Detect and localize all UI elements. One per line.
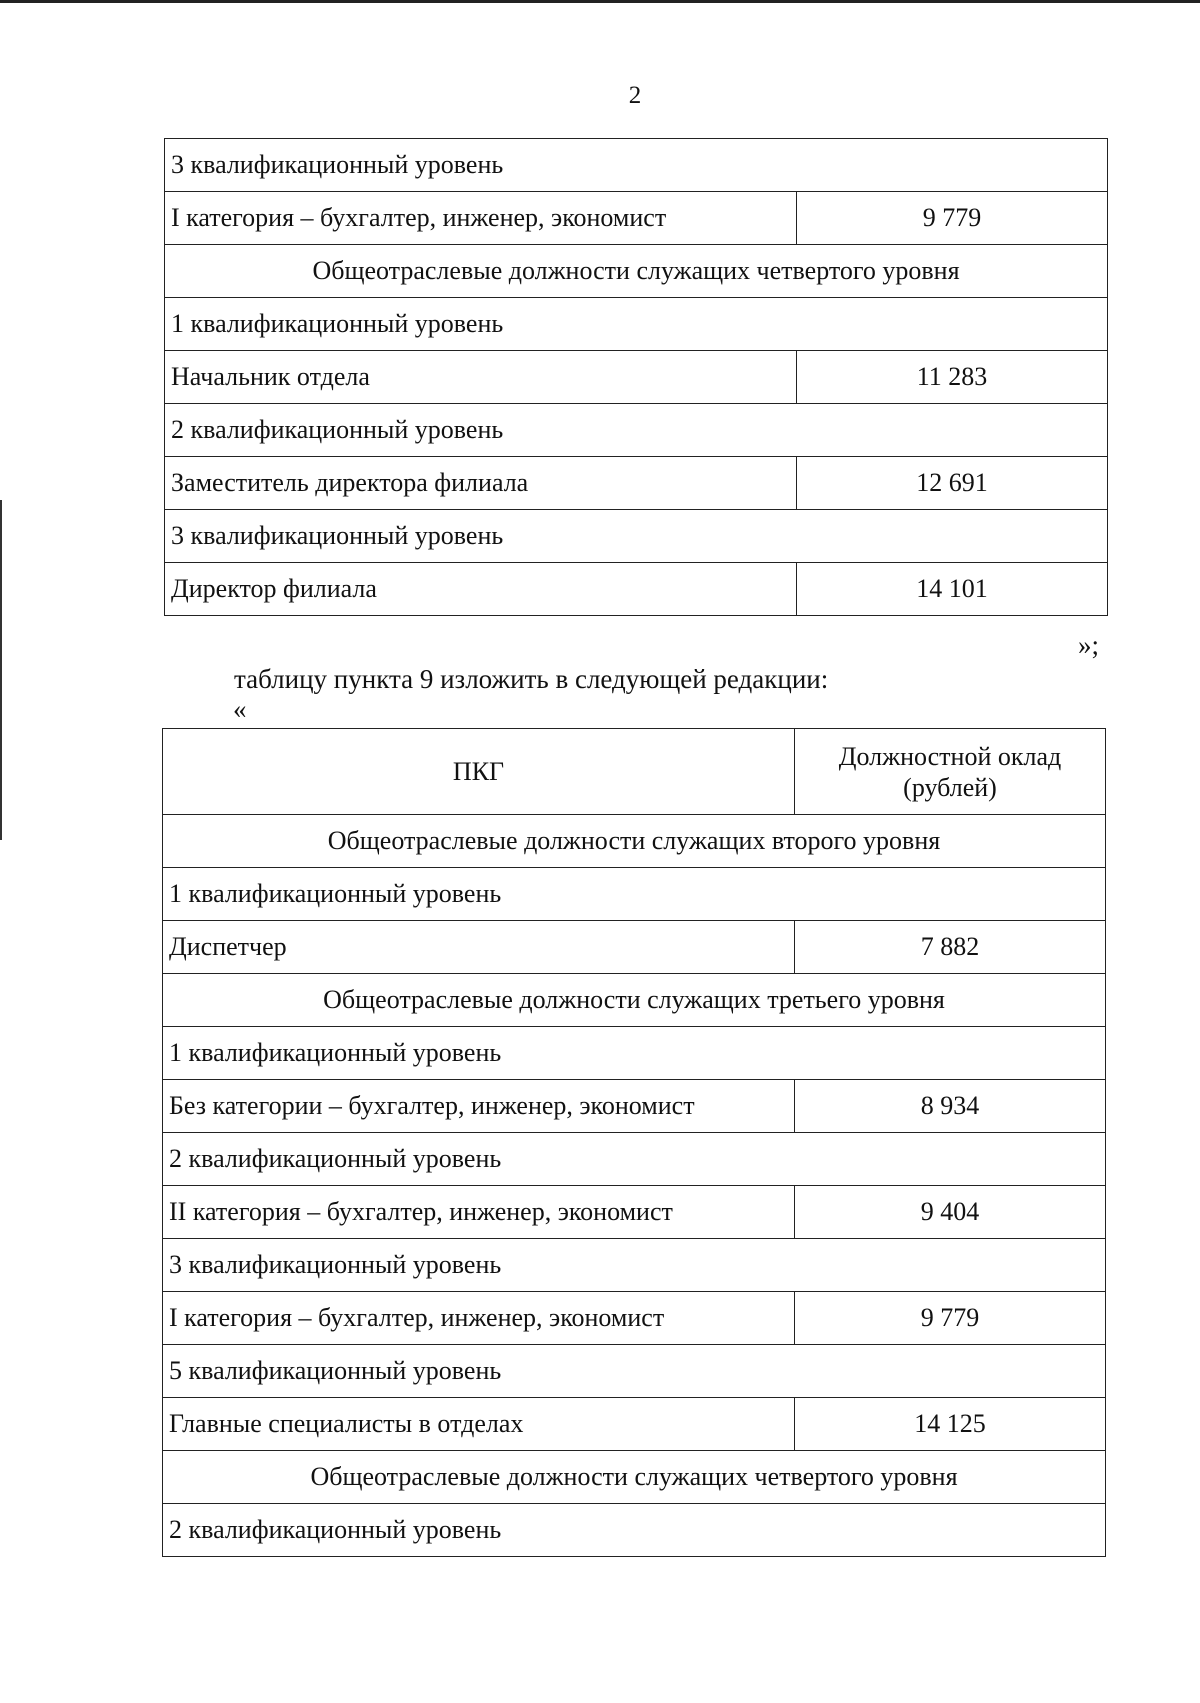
position-name: I категория – бухгалтер, инженер, экономист [165,192,797,245]
table-row [163,974,1106,1027]
table-row [165,192,1108,245]
salary-value: 11 283 [797,351,1108,404]
salary-value: 14 101 [797,563,1108,616]
closing-quote: »; [1078,630,1100,660]
table-row [163,815,1106,868]
salary-value: 9 404 [795,1186,1106,1239]
left-scan-mark [0,500,2,840]
salary-value: 7 882 [795,921,1106,974]
salary-table-item-9 [162,728,1106,1557]
position-name: Директор филиала [165,563,797,616]
qualification-level: 3 квалификационный уровень [163,1239,1106,1292]
table-row [165,298,1108,351]
table-row [163,1504,1106,1557]
table-row [165,139,1108,192]
position-name: II категория – бухгалтер, инженер, экономист [163,1186,795,1239]
table-row [163,1133,1106,1186]
salary-value: 9 779 [797,192,1108,245]
table-row [163,1027,1106,1080]
amendment-instruction: таблицу пункта 9 изложить в следующей редакции: [234,664,829,694]
qualification-level: 1 квалификационный уровень [163,868,1106,921]
header-pkg: ПКГ [163,729,795,815]
header-salary-line1: Должностной оклад [838,741,1062,771]
table-row [163,1451,1106,1504]
table-row [165,563,1108,616]
qualification-level: 1 квалификационный уровень [163,1027,1106,1080]
group-heading: Общеотраслевые должности служащих второго уровня [163,815,1106,868]
salary-value: 12 691 [797,457,1108,510]
opening-quote: « [233,694,247,724]
qualification-level: 2 квалификационный уровень [165,404,1108,457]
qualification-level: 3 квалификационный уровень [165,139,1108,192]
qualification-level: 1 квалификационный уровень [165,298,1108,351]
qualification-level: 3 квалификационный уровень [165,510,1108,563]
salary-value: 9 779 [795,1292,1106,1345]
table-row [165,510,1108,563]
table-row [165,404,1108,457]
qualification-level: 2 квалификационный уровень [163,1504,1106,1557]
position-name: Заместитель директора филиала [165,457,797,510]
position-name: Главные специалисты в отделах [163,1398,795,1451]
table-row [165,245,1108,298]
header-salary-line2: (рублей) [903,772,997,802]
position-name: Начальник отдела [165,351,797,404]
table-header-row [163,729,1106,815]
top-scan-rule [0,0,1200,3]
table-row [165,457,1108,510]
salary-value: 14 125 [795,1398,1106,1451]
table-row [163,1292,1106,1345]
position-name: I категория – бухгалтер, инженер, экономист [163,1292,795,1345]
table-row [163,1345,1106,1398]
table-row [163,1186,1106,1239]
qualification-level: 5 квалификационный уровень [163,1345,1106,1398]
header-salary [795,729,1106,815]
table-row [163,1080,1106,1133]
table-row [163,868,1106,921]
group-heading: Общеотраслевые должности служащих четвертого уровня [165,245,1108,298]
position-name: Без категории – бухгалтер, инженер, экономист [163,1080,795,1133]
qualification-level: 2 квалификационный уровень [163,1133,1106,1186]
group-heading: Общеотраслевые должности служащих четвертого уровня [163,1451,1106,1504]
table-row [163,921,1106,974]
page-number: 2 [628,82,642,109]
position-name: Диспетчер [163,921,795,974]
table-row [163,1398,1106,1451]
salary-value: 8 934 [795,1080,1106,1133]
table-row [163,1239,1106,1292]
group-heading: Общеотраслевые должности служащих третьего уровня [163,974,1106,1027]
salary-table-continued [164,138,1108,616]
table-row [165,351,1108,404]
